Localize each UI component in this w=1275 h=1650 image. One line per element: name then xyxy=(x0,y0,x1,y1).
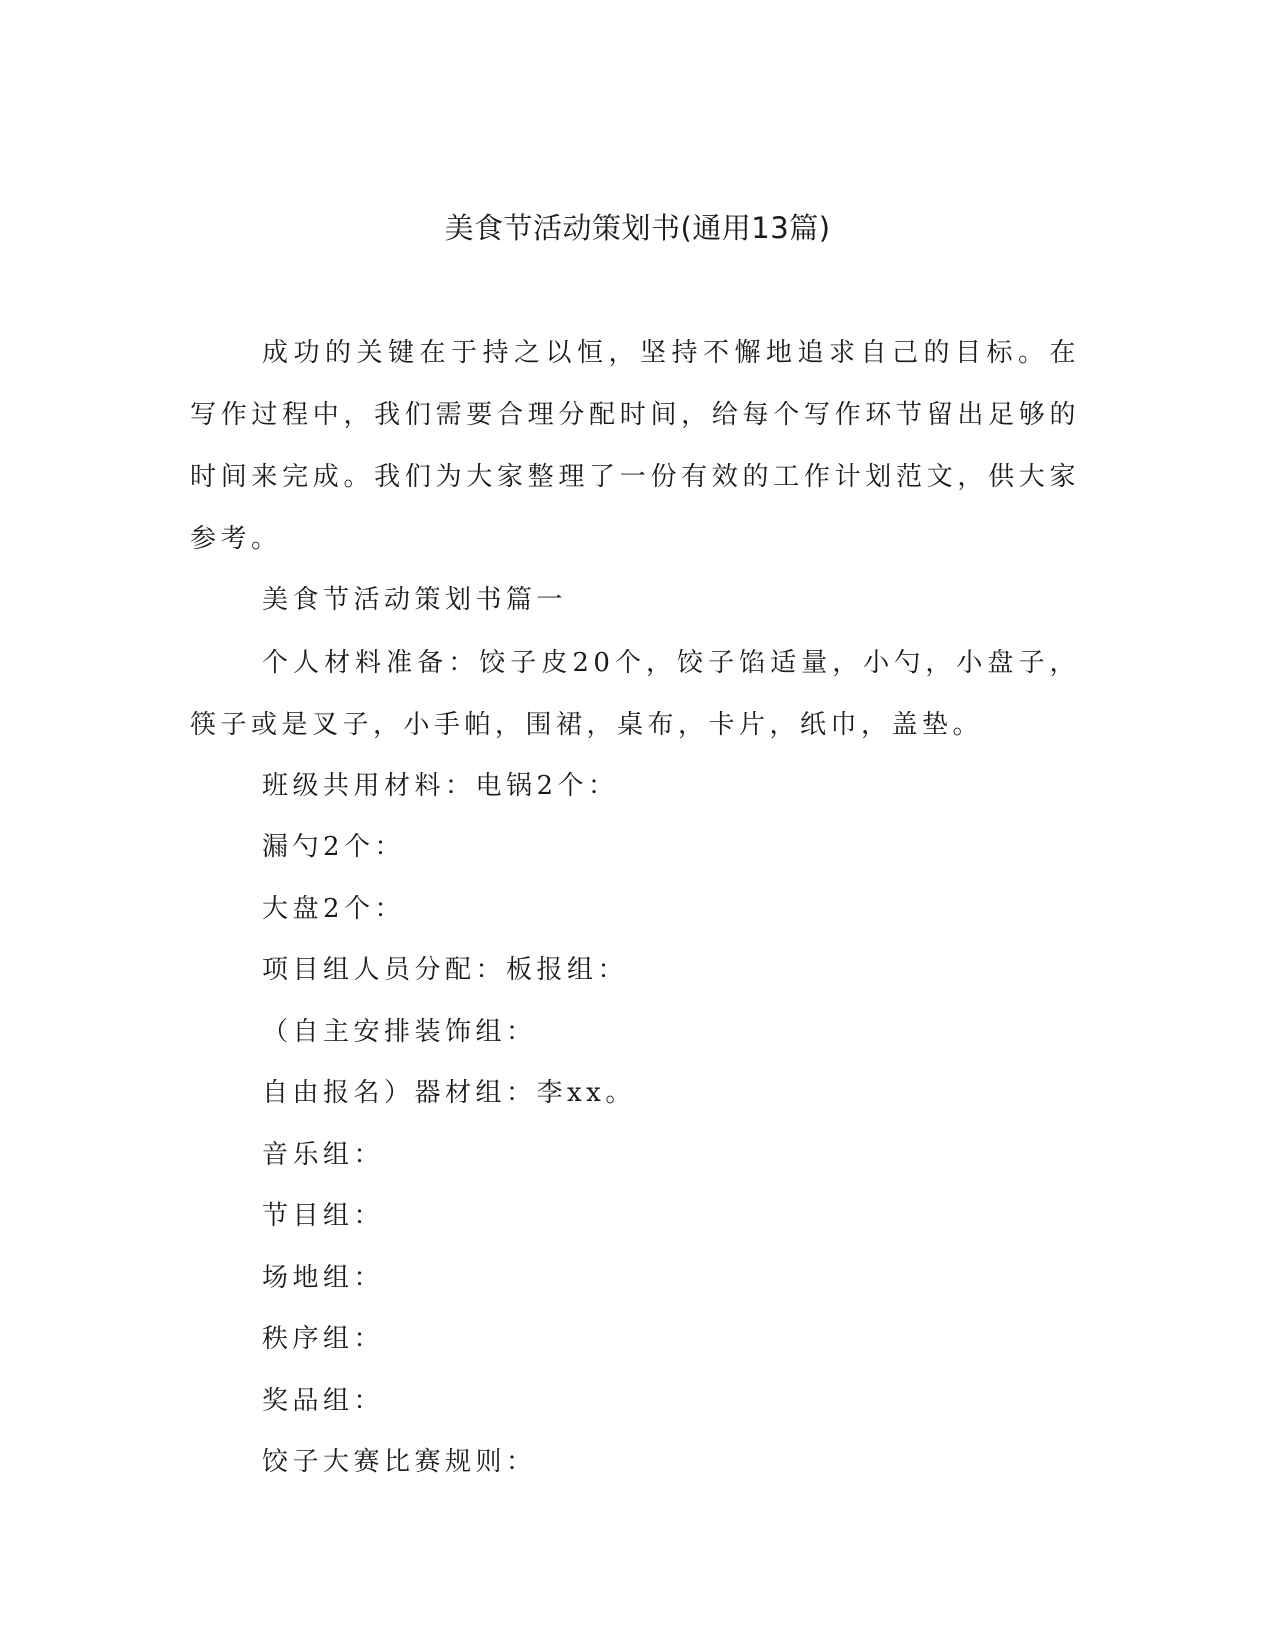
equipment-group-line: 自由报名）器材组：李xx。 xyxy=(262,1078,636,1108)
competition-rules-line: 饺子大赛比赛规则： xyxy=(262,1447,537,1477)
prize-group-line: 奖品组： xyxy=(262,1385,385,1416)
decoration-group-line: （自主安排装饰组： xyxy=(262,1016,537,1047)
ladle-line: 漏勺2个： xyxy=(262,832,406,862)
section-heading: 美食节活动策划书篇一 xyxy=(262,585,568,615)
document-title: 美食节活动策划书(通用13篇) xyxy=(444,211,831,245)
music-group-line: 音乐组： xyxy=(262,1139,385,1170)
document-body xyxy=(190,322,1080,1494)
venue-group-line: 场地组： xyxy=(262,1262,385,1293)
order-group-line: 秩序组： xyxy=(262,1324,385,1354)
team-allocation-line: 项目组人员分配：板报组： xyxy=(262,955,629,985)
program-group-line: 节目组： xyxy=(262,1201,385,1231)
personal-materials-paragraph: 个人材料准备：饺子皮20个，饺子馅适量，小勺，小盘子，筷子或是叉子，小手帕，围裙，桌布，卡片，纸巾，盖垫。 xyxy=(190,647,1080,740)
shared-materials-line: 班级共用材料：电锅2个： xyxy=(262,770,619,801)
plate-line: 大盘2个： xyxy=(262,893,406,924)
intro-paragraph: 成功的关键在于持之以恒，坚持不懈地追求自己的目标。在写作过程中，我们需要合理分配时间，给每个写作环节留出足够的时间来完成。我们为大家整理了一份有效的工作计划范文，供大家参考。 xyxy=(190,338,1080,554)
